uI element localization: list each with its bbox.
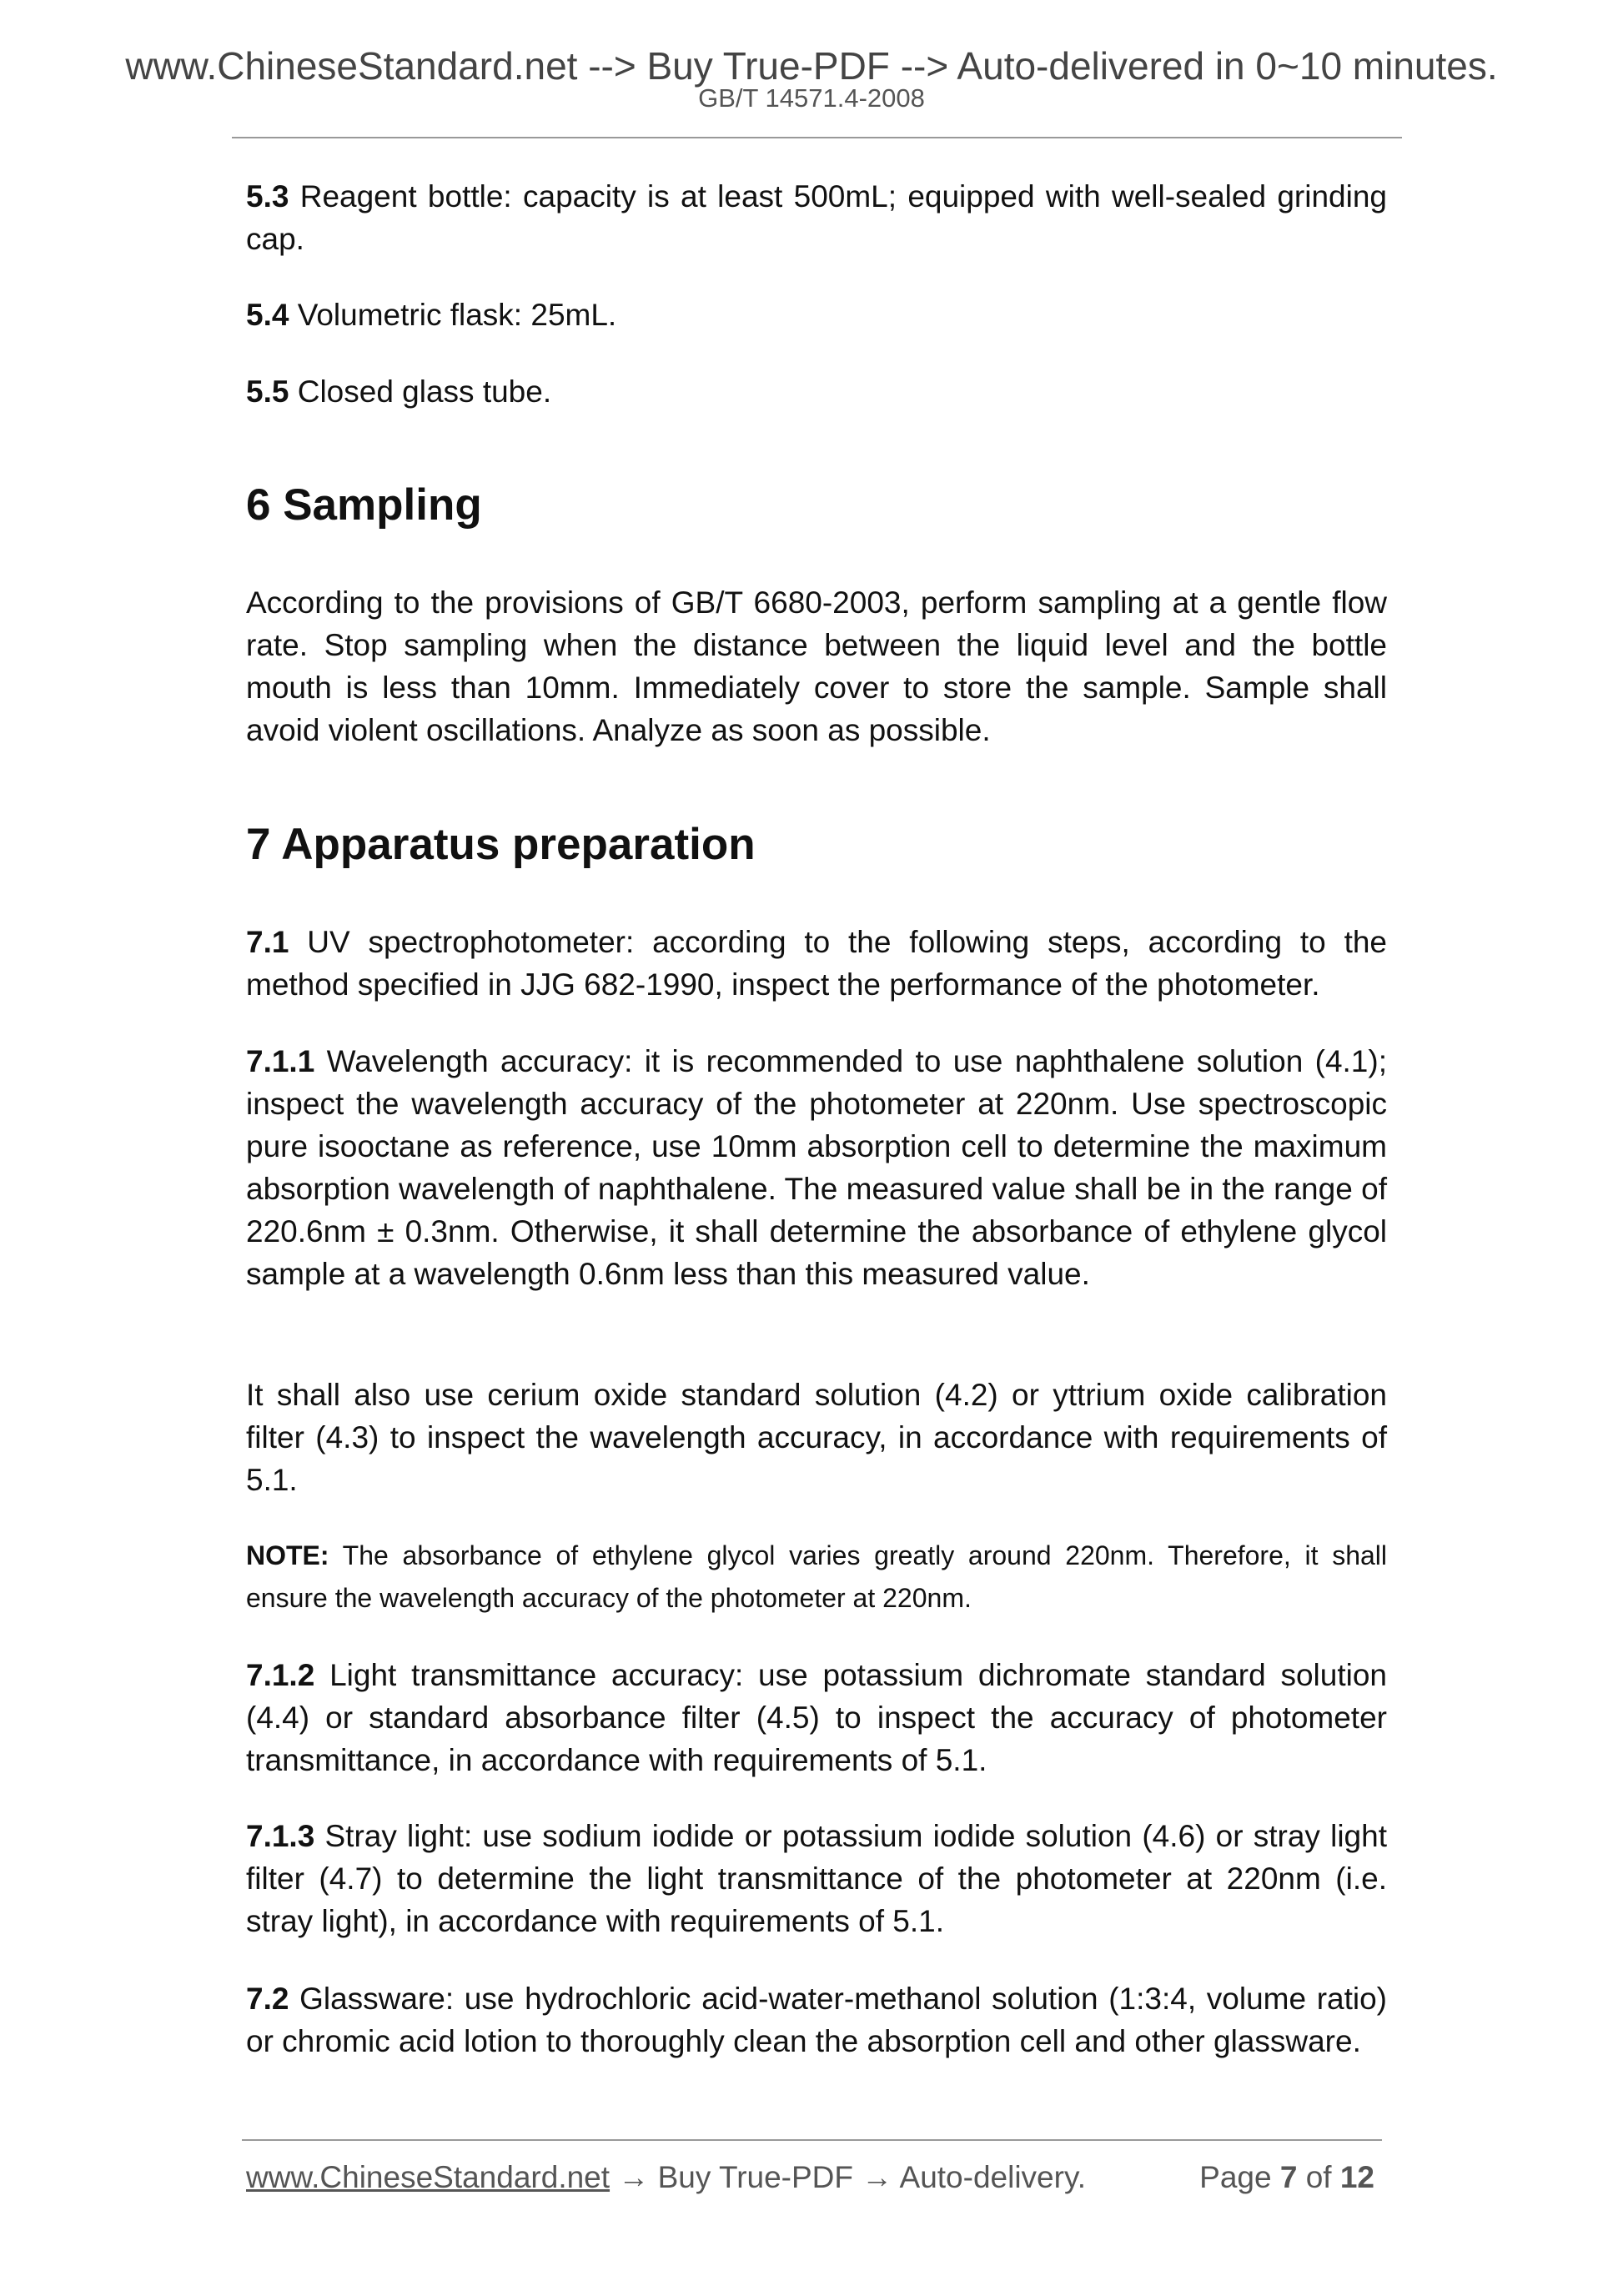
clause-number: 5.5 [246, 374, 289, 409]
clause-number: 7.1.3 [246, 1819, 315, 1853]
page-total: 12 [1339, 2160, 1374, 2194]
page-indicator [1199, 2160, 1374, 2195]
clause-text: Wavelength accuracy: it is recommended to use naphthalene solution (4.1); inspect the wavelength accuracy of the photometer at 220nm. Use spectroscopic pure isooctane as reference, use 10mm absorption cell to determine the maximum absorption wavelength of naphthalene. The measured value shall be in the range of 220.6nm ± 0.3nm. Otherwise, it shall determine the absorbance of ethylene glycol sample at a wavelength 0.6nm less than this measured value. [246, 1044, 1387, 1291]
of-label: of [1305, 2160, 1332, 2194]
page-number: 7 [1279, 2160, 1298, 2194]
clause-text: Closed glass tube. [289, 374, 552, 409]
clause-7-1-3 [246, 1815, 1387, 1942]
clause-5-5 [246, 370, 1387, 413]
note-text: The absorbance of ethylene glycol varies greatly around 220nm. Therefore, it shall ensure the wavelength accuracy of the photometer at 220nm. [246, 1540, 1387, 1613]
note-label: NOTE: [246, 1540, 329, 1570]
clause-text: UV spectrophotometer: according to the following steps, according to the method specified in JJG 682-1990, inspect the performance of the photometer. [246, 925, 1387, 1002]
clause-7-1-2 [246, 1654, 1387, 1781]
clause-text: Reagent bottle: capacity is at least 500mL; equipped with well-sealed grinding cap. [246, 179, 1387, 256]
footer-site-link[interactable]: www.ChineseStandard.net [246, 2160, 611, 2194]
clause-text: Light transmittance accuracy: use potassium dichromate standard solution (4.4) or standard absorbance filter (4.5) to inspect the accuracy of photometer transmittance, in accordance with requirements of 5.1. [246, 1658, 1387, 1777]
clause-number: 7.2 [246, 1982, 289, 2016]
clause-number: 5.4 [246, 298, 289, 332]
sampling-paragraph: According to the provisions of GB/T 6680-2003, perform sampling at a gentle flow rate. Stop sampling when the distance between the liquid level and the bottle mouth is less than 10mm. Immediately cover to store the sample. Sample shall avoid violent oscillations. Analyze as soon as possible. [246, 585, 1387, 747]
clause-number: 7.1.1 [246, 1044, 315, 1078]
clause-5-4 [246, 294, 1387, 336]
footer-text: → Buy True-PDF → Auto-delivery. [610, 2160, 1086, 2194]
note [246, 1535, 1387, 1620]
document-id: GB/T 14571.4-2008 [698, 83, 925, 113]
header-banner: www.ChineseStandard.net --> Buy True-PDF --> Auto-delivered in 0~10 minutes. [125, 44, 1498, 88]
clause-7-1-1-paragraph-2: It shall also use cerium oxide standard solution (4.2) or yttrium oxide calibration filter (4.3) to inspect the wavelength accuracy, in accordance with requirements of 5.1. [246, 1378, 1387, 1497]
footer-divider [242, 2139, 1382, 2141]
heading-apparatus-preparation: 7 Apparatus preparation [246, 820, 756, 869]
clause-7-1-1 [246, 1040, 1387, 1295]
header-divider [232, 137, 1402, 138]
clause-text: Glassware: use hydrochloric acid-water-methanol solution (1:3:4, volume ratio) or chromic acid lotion to thoroughly clean the absorption cell and other glassware. [246, 1982, 1387, 2058]
clause-7-1 [246, 921, 1387, 1006]
footer-left [246, 2160, 1086, 2195]
clause-text: Stray light: use sodium iodide or potassium iodide solution (4.6) or stray light filter (4.7) to determine the light transmittance of the photometer at 220nm (i.e. stray light), in accordance with requirements of 5.1. [246, 1819, 1387, 1938]
heading-sampling: 6 Sampling [246, 480, 482, 530]
clause-number: 5.3 [246, 179, 289, 214]
clause-5-3 [246, 175, 1387, 260]
clause-text: Volumetric flask: 25mL. [289, 298, 617, 332]
clause-7-2 [246, 1977, 1387, 2062]
page-label: Page [1199, 2160, 1272, 2194]
clause-number: 7.1 [246, 925, 289, 959]
clause-number: 7.1.2 [246, 1658, 315, 1692]
